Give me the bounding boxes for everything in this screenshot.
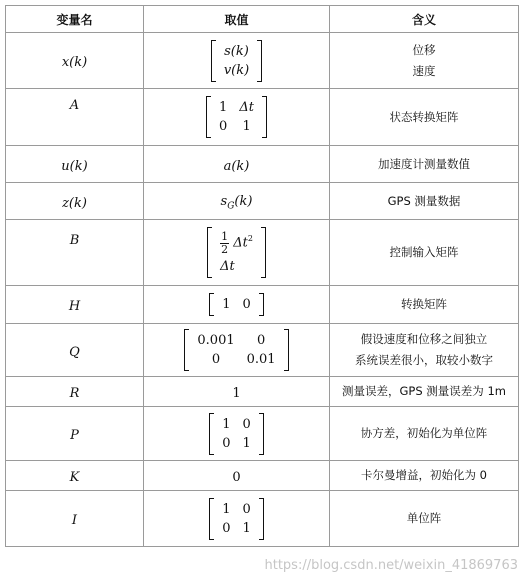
- variable-name: R: [6, 377, 144, 407]
- variable-value: [144, 89, 330, 146]
- variable-name: z(k): [6, 183, 144, 220]
- table-row: [6, 89, 519, 146]
- variable-name: H: [6, 286, 144, 324]
- variable-meaning: 位移 速度: [330, 33, 519, 89]
- variable-name: I: [6, 491, 144, 547]
- table-row: [6, 407, 519, 461]
- table-row: [6, 33, 519, 89]
- matrix: 1 Δt 0 1: [206, 96, 267, 138]
- variable-table: [5, 5, 519, 547]
- table-row: [6, 324, 519, 377]
- variable-meaning: 卡尔曼增益，初始化为 0: [330, 461, 519, 491]
- watermark: https://blog.csdn.net/weixin_41869763: [264, 558, 518, 573]
- variable-meaning: 加速度计测量数值: [330, 146, 519, 183]
- variable-value: [144, 324, 330, 377]
- variable-value: [144, 220, 330, 286]
- variable-name: B: [6, 220, 144, 286]
- variable-value: [144, 491, 330, 547]
- table-row: [6, 183, 519, 220]
- variable-value: 0: [144, 461, 330, 491]
- table-row: [6, 146, 519, 183]
- variable-value: [144, 286, 330, 324]
- variable-meaning: 转换矩阵: [330, 286, 519, 324]
- variable-meaning: 测量误差，GPS 测量误差为 1m: [330, 377, 519, 407]
- variable-value: [144, 407, 330, 461]
- matrix: $\frac{1}{2}$ $\Delta t^2$ Δt: [207, 227, 266, 277]
- variable-meaning: 控制输入矩阵: [330, 220, 519, 286]
- variable-name: Q: [6, 324, 144, 377]
- table-header-row: [6, 6, 519, 33]
- variable-value: $s_G(k)$: [144, 183, 330, 220]
- table-row: [6, 491, 519, 547]
- variable-name: K: [6, 461, 144, 491]
- variable-meaning: 协方差，初始化为单位阵: [330, 407, 519, 461]
- matrix: 1 0 0 1: [209, 413, 264, 455]
- table-row: [6, 220, 519, 286]
- variable-name: A: [6, 89, 144, 146]
- variable-meaning: 状态转换矩阵: [330, 89, 519, 146]
- variable-name: u(k): [6, 146, 144, 183]
- variable-name: P: [6, 407, 144, 461]
- matrix: 1 0: [209, 293, 264, 316]
- variable-meaning: GPS 测量数据: [330, 183, 519, 220]
- variable-meaning: 单位阵: [330, 491, 519, 547]
- variable-value: a(k): [144, 146, 330, 183]
- header-value: 取值: [144, 6, 330, 33]
- variable-name: x(k): [6, 33, 144, 89]
- matrix: 1 0 0 1: [209, 498, 264, 540]
- variable-value: 1: [144, 377, 330, 407]
- table-row: [6, 461, 519, 491]
- matrix: s(k) v(k): [211, 40, 262, 82]
- header-variable: 变量名: [6, 6, 144, 33]
- matrix: 0.001 0 0 0.01: [184, 329, 288, 371]
- table-row: [6, 286, 519, 324]
- table-row: [6, 377, 519, 407]
- header-meaning: 含义: [330, 6, 519, 33]
- variable-value: [144, 33, 330, 89]
- variable-meaning: 假设速度和位移之间独立 系统误差很小，取较小数字: [330, 324, 519, 377]
